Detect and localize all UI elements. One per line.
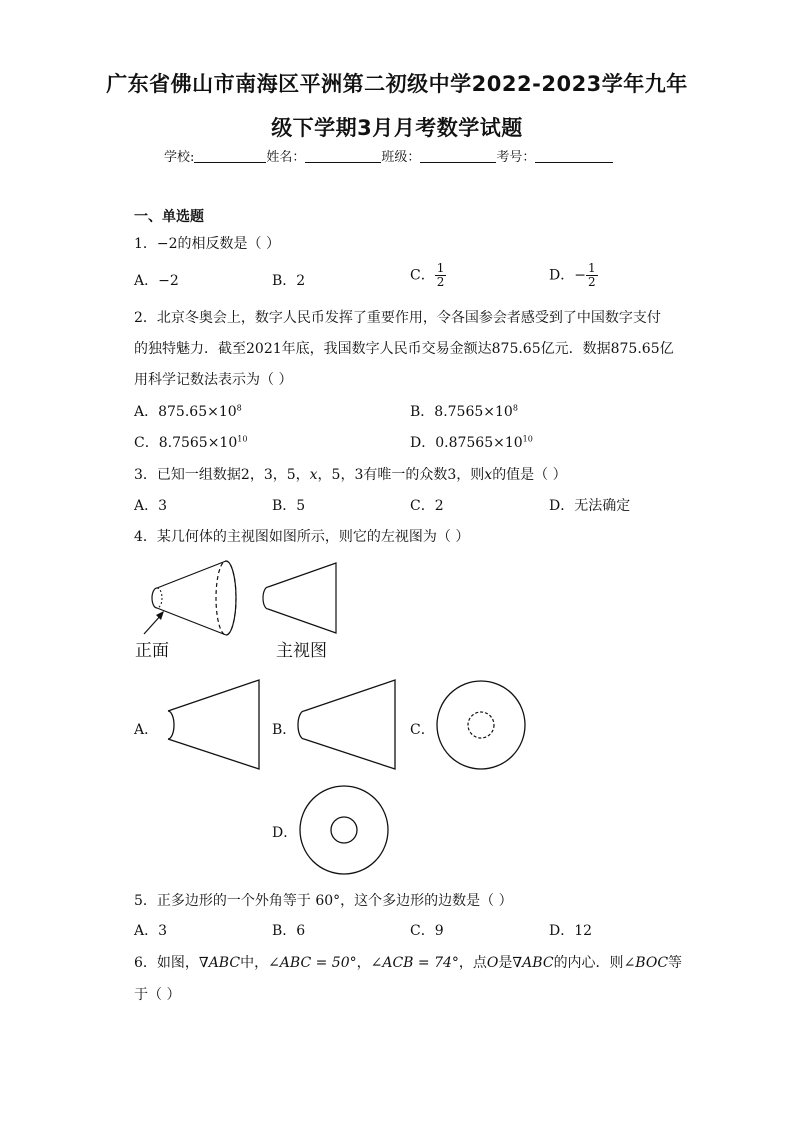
q3-option-c[interactable]: C．2 bbox=[410, 498, 444, 514]
q6-point-o: O bbox=[486, 955, 499, 971]
q5-option-b[interactable]: B．6 bbox=[272, 923, 306, 939]
q4-option-c[interactable]: C． bbox=[410, 722, 435, 738]
q6-angle-acb: ∠ACB = 74° bbox=[370, 955, 459, 971]
q2-line-1: 2．北京冬奥会上，数字人民币发挥了重要作用，令各国参会者感受到了中国数字支付 bbox=[134, 310, 661, 326]
q5-stem: 5．正多边形的一个外角等于 60°，这个多边形的边数是（ ） bbox=[134, 893, 513, 909]
q1-option-d-label: D．− bbox=[549, 267, 586, 284]
q5-option-a[interactable]: A．3 bbox=[134, 923, 168, 939]
q6-triangle-abc: ∇ABC bbox=[198, 955, 241, 971]
q1-option-d-fraction: $\frac{1}{2}$ bbox=[587, 261, 596, 289]
q1-option-a[interactable]: A．−2 bbox=[134, 273, 179, 289]
q6-line-2: 于（ ） bbox=[134, 987, 181, 1003]
q2-option-d-base: D．0.87565×10 bbox=[410, 435, 523, 451]
q4-caption-main-view: 主视图 bbox=[276, 641, 327, 661]
class-blank[interactable] bbox=[420, 150, 496, 163]
q1-option-c-label: C． bbox=[410, 267, 435, 284]
title-line-1: 广东省佛山市南海区平洲第二初级中学2022-2023学年九年 bbox=[106, 72, 688, 96]
q4-option-b[interactable]: B． bbox=[272, 722, 297, 738]
q1-option-b[interactable]: B．2 bbox=[272, 273, 306, 289]
q4-option-c-figure[interactable] bbox=[435, 679, 527, 771]
name-label: 姓名： bbox=[266, 150, 306, 165]
q4-option-a[interactable]: A． bbox=[134, 722, 159, 738]
q3-option-b[interactable]: B．5 bbox=[272, 498, 306, 514]
q2-line-3: 用科学记数法表示为（ ） bbox=[134, 372, 293, 388]
q2-option-c-exp: 10 bbox=[237, 434, 248, 444]
q2-option-d[interactable] bbox=[410, 432, 533, 452]
q4-caption-front: 正面 bbox=[135, 641, 169, 661]
q4-stem: 4．某几何体的主视图如图所示，则它的左视图为（ ） bbox=[134, 529, 470, 545]
q6-line-1: 6．如图，∇ABC中，∠ABC = 50°，∠ACB = 74°，点O是∇ABC的内心．则∠BOC等 bbox=[134, 955, 683, 971]
q4-option-a-figure[interactable] bbox=[158, 679, 262, 771]
name-blank[interactable] bbox=[305, 150, 381, 163]
q5-option-d[interactable]: D．12 bbox=[549, 923, 593, 939]
q5-option-c[interactable]: C．9 bbox=[410, 923, 444, 939]
q3-option-a[interactable]: A．3 bbox=[134, 498, 168, 514]
q3-stem: 3．已知一组数据2，3，5，x，5，3有唯一的众数3，则x的值是（ ） bbox=[134, 467, 567, 483]
section-heading: 一、单选题 bbox=[134, 209, 204, 225]
q1-option-c[interactable] bbox=[410, 262, 446, 289]
q2-option-b-exp: 8 bbox=[512, 403, 518, 413]
q4-option-d-figure[interactable] bbox=[298, 784, 390, 876]
title-line-2: 级下学期3月月考数学试题 bbox=[271, 116, 523, 140]
q2-option-c[interactable] bbox=[134, 432, 247, 452]
q1-option-d[interactable] bbox=[549, 262, 598, 289]
q4-figure-main-view bbox=[258, 563, 340, 635]
school-blank[interactable] bbox=[194, 150, 266, 163]
exam-no-label: 考号： bbox=[496, 150, 536, 165]
q6-angle-abc: ∠ABC = 50° bbox=[268, 955, 357, 971]
q4-front-arrow bbox=[140, 608, 180, 638]
q1-option-c-fraction: $\frac{1}{2}$ bbox=[436, 261, 445, 289]
q1-stem: 1．−2的相反数是（ ） bbox=[134, 236, 280, 252]
q2-line-2: 的独特魅力．截至2021年底，我国数字人民币交易金额达875.65亿元．数据875.65亿 bbox=[134, 341, 674, 357]
q2-option-a[interactable] bbox=[134, 401, 242, 421]
q2-option-c-base: C．8.7565×10 bbox=[134, 435, 238, 451]
q6-angle-boc: ∠BOC bbox=[623, 955, 669, 971]
info-line bbox=[164, 146, 613, 165]
q4-option-b-figure[interactable] bbox=[294, 679, 398, 771]
q2-option-d-exp: 10 bbox=[522, 434, 533, 444]
school-label: 学校: bbox=[164, 150, 195, 165]
exam-no-blank[interactable] bbox=[535, 150, 613, 163]
q3-option-d[interactable]: D．无法确定 bbox=[549, 498, 631, 514]
q2-option-b-base: B．8.7565×10 bbox=[410, 404, 513, 420]
q2-option-b[interactable] bbox=[410, 401, 518, 421]
q2-option-a-base: A．875.65×10 bbox=[134, 404, 237, 420]
class-label: 班级： bbox=[381, 150, 421, 165]
q2-option-a-exp: 8 bbox=[236, 403, 242, 413]
q4-option-d[interactable]: D． bbox=[272, 825, 298, 841]
